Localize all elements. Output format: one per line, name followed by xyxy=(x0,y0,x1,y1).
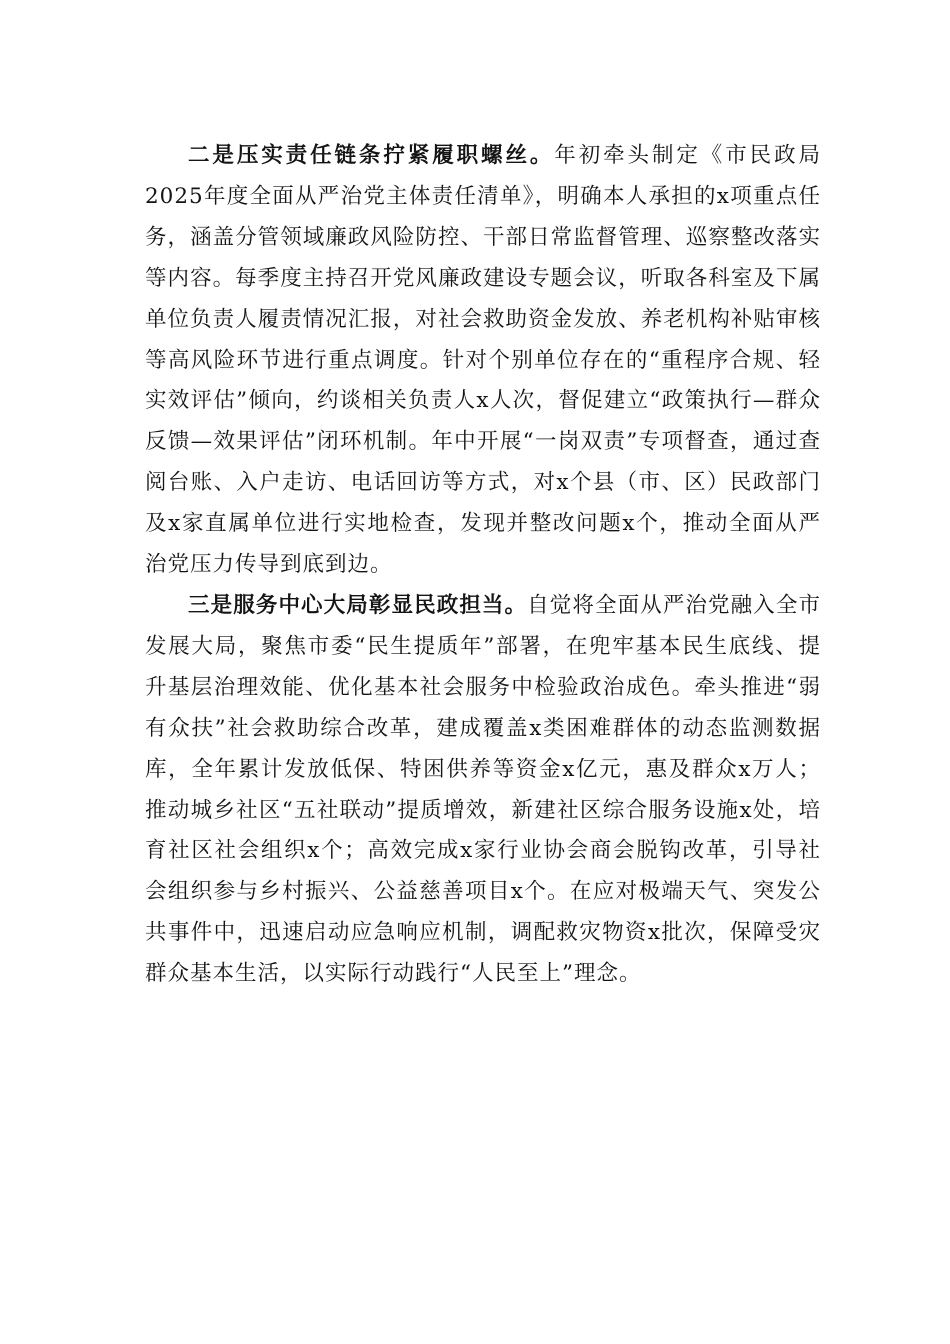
paragraph-body: 自觉将全面从严治党融入全市发展大局，聚焦市委“民生提质年”部署，在兜牢基本民生底线、提升基层治理效能、优化基本社会服务中检验政治成色。牵头推进“弱有众扶”社会救助综合改革，建成覆盖x类困难群体的动态监测数据库，全年累计发放低保、特困供养等资金x亿元，惠及群众x万人；推动城乡社区“五社联动”提质增效，新建社区综合服务设施x处，培育社区社会组织x个；高效完成x家行业协会商会脱钩改革，引导社会组织参与乡村振兴、公益慈善项目x个。在应对极端天气、突发公共事件中，迅速启动应急响应机制，调配救灾物资x批次，保障受灾群众基本生活，以实际行动践行“人民至上”理念。 xyxy=(145,592,821,987)
paragraph-responsibility-chain xyxy=(145,136,821,586)
paragraph-lead: 二是压实责任链条拧紧履职螺丝。 xyxy=(188,143,555,168)
paragraph-lead: 三是服务中心大局彰显民政担当。 xyxy=(188,592,528,618)
paragraph-serve-overall xyxy=(145,586,821,995)
document-page xyxy=(145,136,821,995)
paragraph-body: 年初牵头制定《市民政局2025年度全面从严治党主体责任清单》，明确本人承担的x项重点任务，涵盖分管领域廉政风险防控、干部日常监督管理、巡察整改落实等内容。每季度主持召开党风廉政建设专题会议，听取各科室及下属单位负责人履责情况汇报，对社会救助资金发放、养老机构补贴审核等高风险环节进行重点调度。针对个别单位存在的“重程序合规、轻实效评估”倾向，约谈相关负责人x人次，督促建立“政策执行—群众反馈—效果评估”闭环机制。年中开展“一岗双责”专项督查，通过查阅台账、入户走访、电话回访等方式，对x个县（市、区）民政部门及x家直属单位进行实地检查，发现并整改问题x个，推动全面从严治党压力传导到底到边。 xyxy=(145,143,821,578)
